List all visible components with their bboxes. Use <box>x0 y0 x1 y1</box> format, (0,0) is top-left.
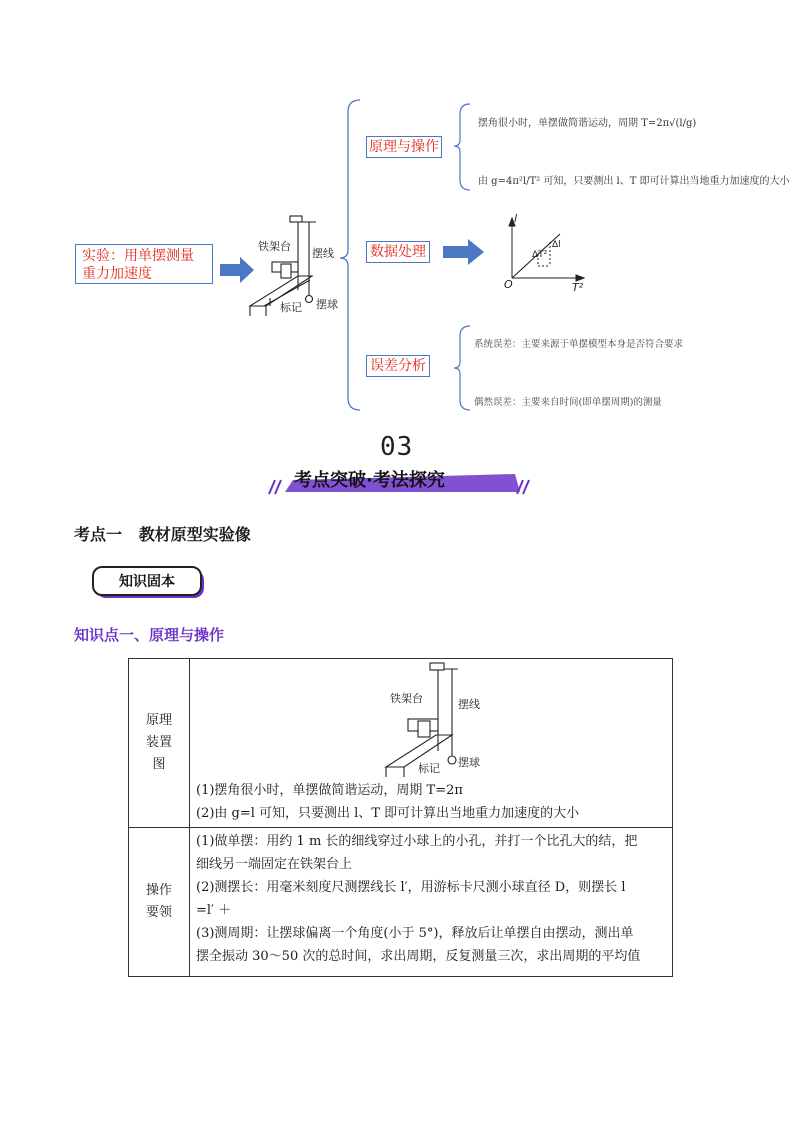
section-title: 考点一 教材原型实验像 <box>74 525 251 544</box>
knowledge-point-title: 知识点一、原理与操作 <box>74 626 225 644</box>
operation-line-2: 细线另一端固定在铁架台上 <box>196 857 353 872</box>
table-row <box>129 828 673 977</box>
principle-table <box>128 658 673 977</box>
graph-x-label: T² <box>572 281 584 294</box>
principle-line-1: (1)摆角很小时，单摆做简谐运动，周期 T=2π <box>196 783 463 798</box>
table-figure <box>196 661 666 779</box>
arrow-icon <box>220 257 254 283</box>
error-note-2: 偶然误差：主要来自时间(即单摆周期)的测量 <box>474 397 662 408</box>
banner-title: 考点突破·考法探究 <box>294 470 445 491</box>
banner-number: 03 <box>380 432 414 462</box>
mark-label: 标记 <box>418 762 440 775</box>
graph-origin: O <box>504 278 513 291</box>
stand-label: 铁架台 <box>258 240 291 253</box>
operation-line-1: (1)做单摆：用约 1 m 长的细线穿过小球上的小孔，并打一个比孔大的结，把 <box>196 834 638 849</box>
graph-delta-l: Δl <box>552 240 561 250</box>
row-label: 操作要领 <box>129 828 190 977</box>
table-row <box>129 659 673 828</box>
experiment-label: 实验：用单摆测量重力加速度 <box>82 248 194 282</box>
badge <box>92 566 204 598</box>
branch-error: 误差分析 <box>366 355 430 377</box>
row-label: 原理装置图 <box>129 659 190 828</box>
branch-principle: 原理与操作 <box>366 136 442 158</box>
operation-line-5: (3)测周期：让摆球偏离一个角度(小于 5°)，释放后让单摆自由摆动，测出单 <box>196 926 634 941</box>
principle-line-2: (2)由 g=l 可知，只要测出 l、T 即可计算出当地重力加速度的大小 <box>196 806 580 821</box>
operation-line-4: =l′ ＋ <box>196 903 232 918</box>
row-content <box>190 828 673 977</box>
graph-y-label: l <box>514 212 518 225</box>
branch-data: 数据处理 <box>366 241 430 263</box>
string-label: 摆线 <box>312 247 334 260</box>
stand-label: 铁架台 <box>390 692 423 705</box>
graph-delta-t2: ΔT² <box>532 250 548 260</box>
main-bracket <box>340 100 360 410</box>
badge-label: 知识固本 <box>92 566 202 596</box>
mark-label: 标记 <box>280 301 302 314</box>
arrow-icon <box>443 239 484 265</box>
upper-bracket <box>454 104 470 190</box>
error-note-1: 系统误差：主要来源于单摆模型本身是否符合要求 <box>474 339 684 350</box>
operation-line-6: 摆全振动 30～50 次的总时间，求出周期，反复测量三次，求出周期的平均值 <box>196 949 641 964</box>
principle-note-2: 由 g=4π²l/T² 可知，只要测出 l、T 即可计算出当地重力加速度的大小 <box>478 176 790 187</box>
row-content <box>190 659 673 828</box>
string-label: 摆线 <box>458 698 480 711</box>
ball-label: 摆球 <box>316 298 338 311</box>
lower-bracket <box>454 326 470 410</box>
operation-line-3: (2)测摆长：用毫米刻度尺测摆线长 l′，用游标卡尺测小球直径 D，则摆长 l <box>196 880 626 895</box>
principle-note-1: 摆角很小时，单摆做简谐运动，周期 T=2π√(l/g) <box>478 118 697 129</box>
ball-label: 摆球 <box>458 756 480 769</box>
